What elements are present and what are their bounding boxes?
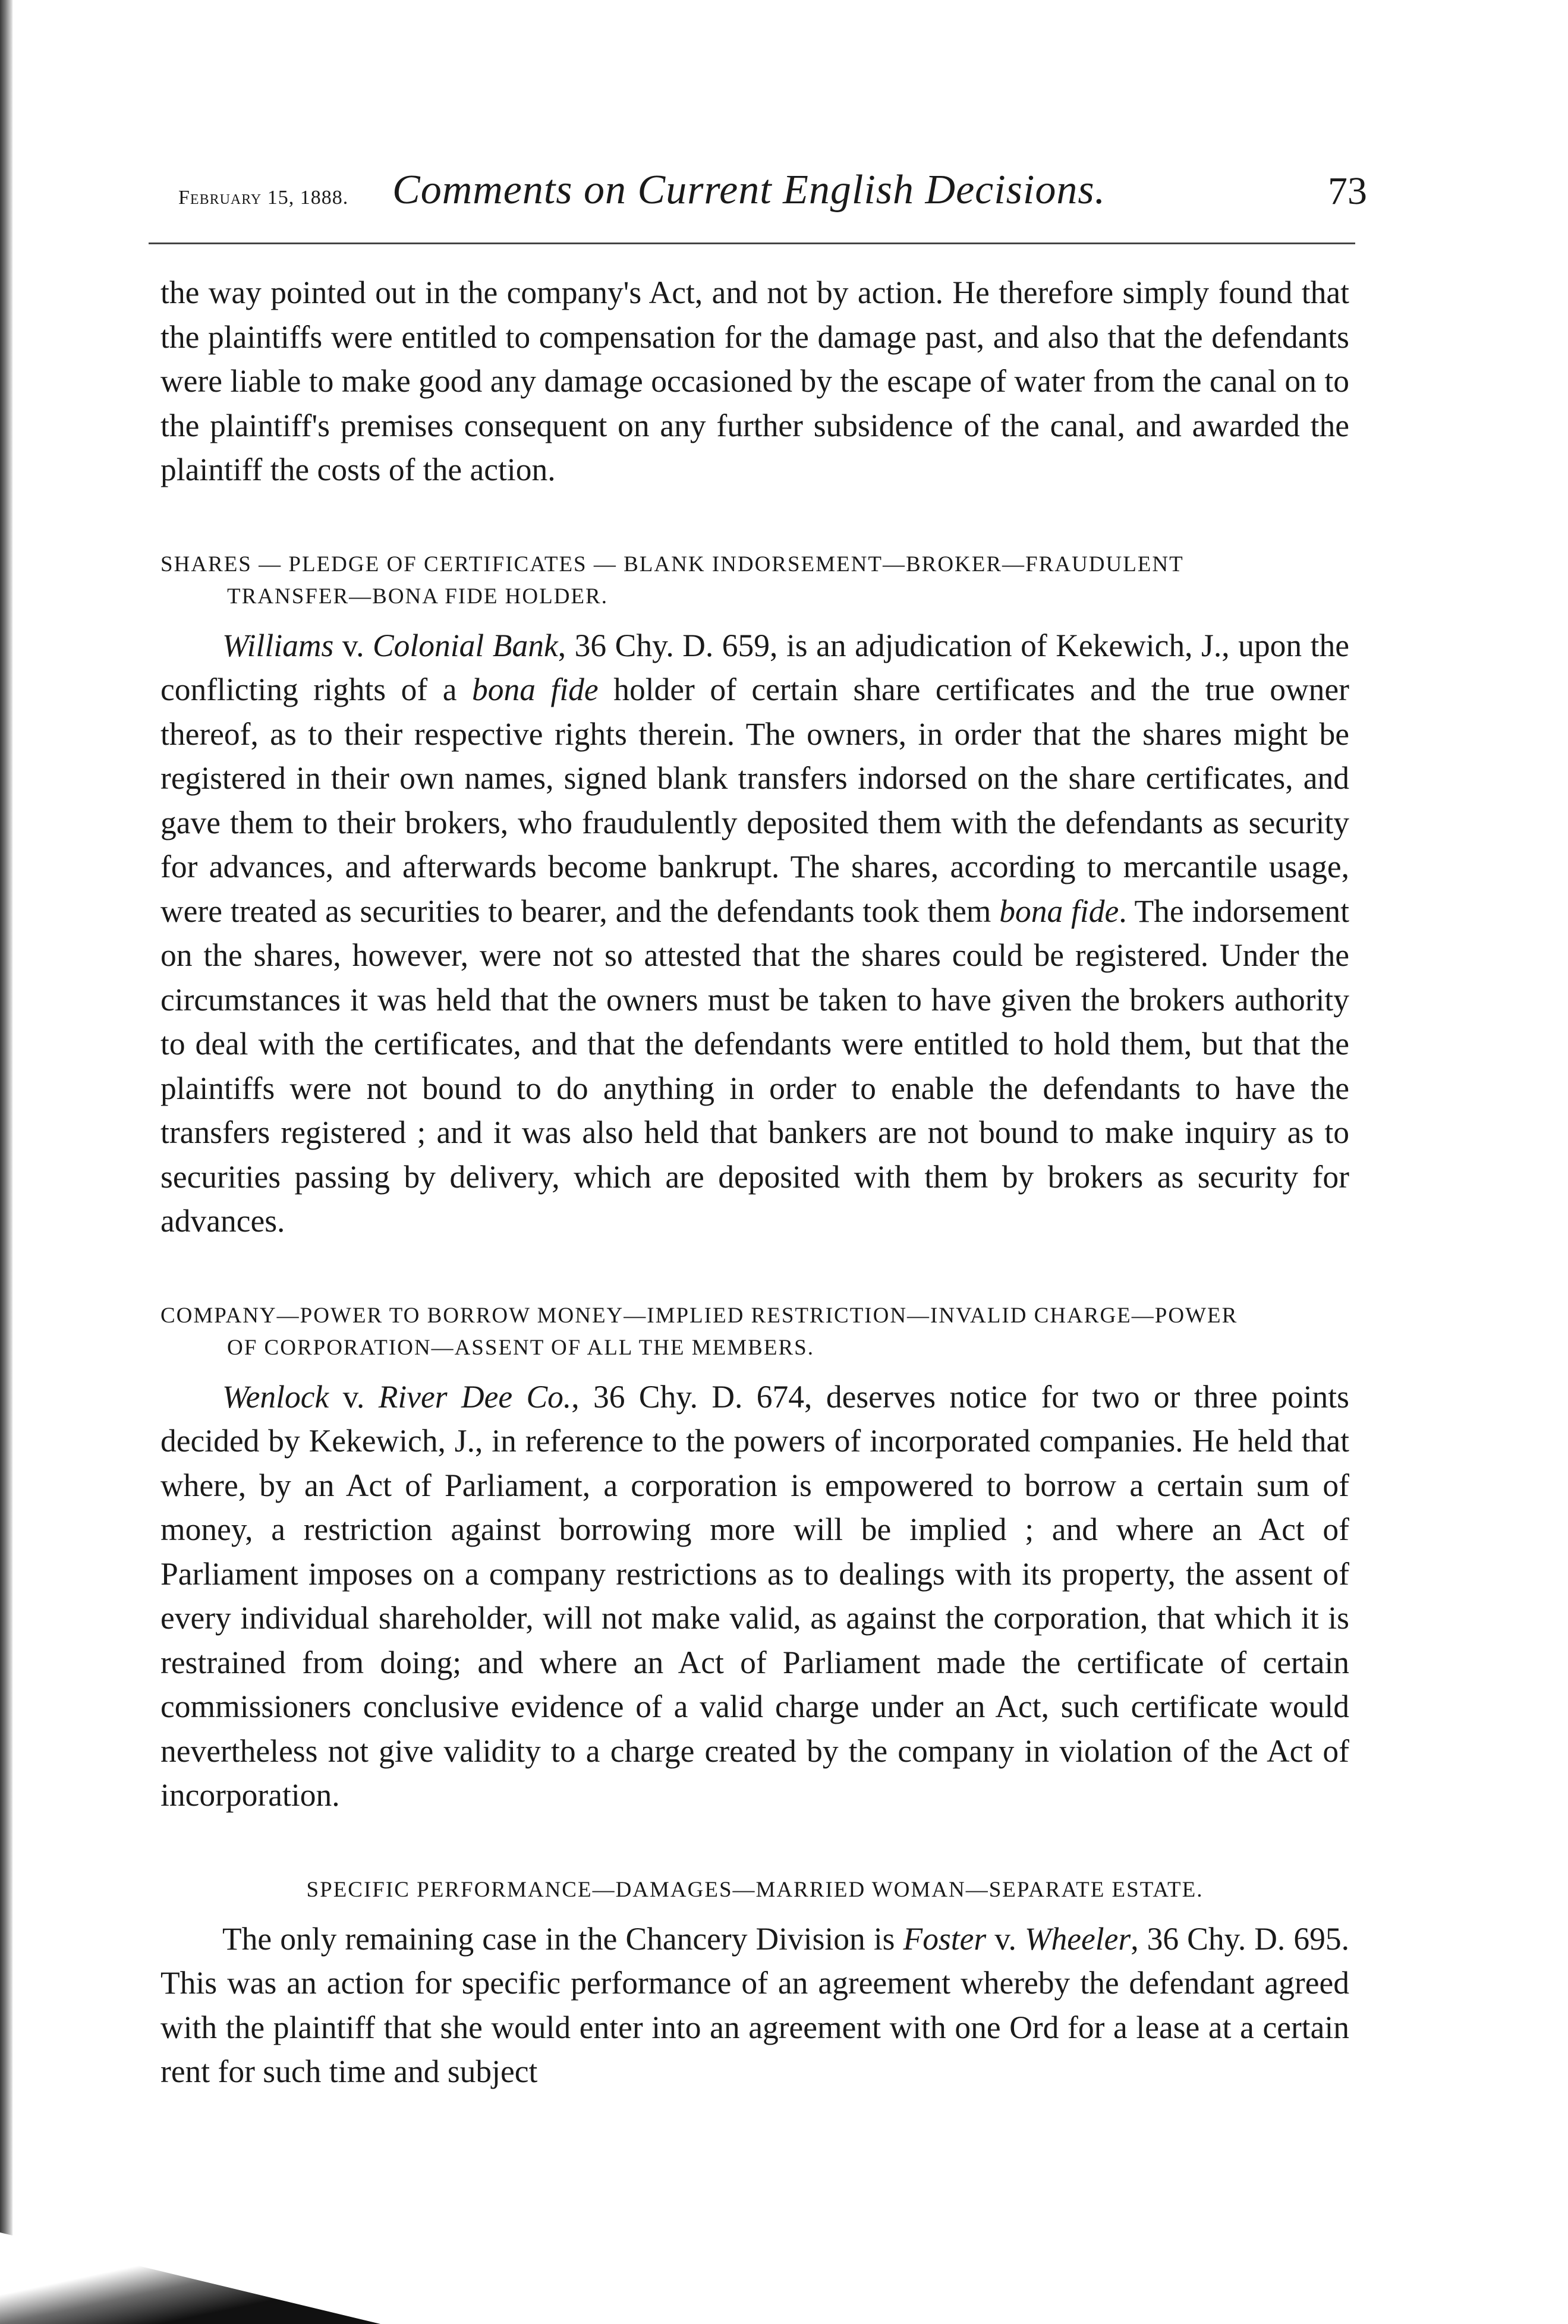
section-heading-line: SHARES — PLEDGE OF CERTIFICATES — BLANK INDORSEMENT—BROKER—FRAUDULENT [160, 552, 1184, 577]
page-body [160, 270, 1349, 2094]
section-heading-line: OF CORPORATION—ASSENT OF ALL THE MEMBERS. [227, 1335, 814, 1360]
case-name: Wenlock [222, 1378, 329, 1415]
header-rule [149, 243, 1355, 244]
header-title: Comments on Current English Decisions. [392, 167, 1106, 213]
header-date: February 15, 1888. [178, 187, 349, 209]
section-heading-line: TRANSFER—BONA FIDE HOLDER. [227, 584, 608, 609]
binding-edge-shadow [0, 0, 13, 2324]
case-name: Colonial Bank [372, 627, 558, 663]
case-name: Williams [222, 627, 334, 663]
paragraph-foster: The only remaining case in the Chancery Division is Foster v. Wheeler, 36 Chy. D. 695. This was an action for specific performance of an agreement whereby the defendant agreed with the plaintiff that she would enter into an agreement with one Ord for a lease at a certain rent for such time and subject [160, 1920, 1349, 2089]
paragraph-wenlock: Wenlock v. River Dee Co., 36 Chy. D. 674, deserves notice for two or three points decided by Kekewich, J., in reference to the powers of incorporated companies. He held that where, by an Act of Parliament, a corporation is empowered to borrow a certain sum of money, a restriction against borrowing more will be implied ; and where an Act of Parliament imposes on a company restrictions as to dealings with its property, the assent of every individual shareholder, will not make valid, as against the corporation, that which it is restrained from doing; and where an Act of Parliament made the certificate of certain commissioners conclusive evidence of a valid charge under an Act, such certificate would nevertheless not give validity to a charge created by the company in violation of the Act of incorporation. [160, 1378, 1349, 1813]
intro-paragraph: the way pointed out in the company's Act, and not by action. He therefore simply found that the plaintiffs were entitled to compensation for the damage past, and also that the defendants were liable to make good any damage occasioned by the escape of water from the canal on to the plaintiff's premises consequent on any further subsidence of the canal, and awarded the plaintiff the costs of the action. [160, 275, 1349, 487]
paragraph-williams: Williams v. Colonial Bank, 36 Chy. D. 659, is an adjudication of Kekewich, J., upon the conflicting rights of a bona fide holder of certain share certificates and the true owner thereof, as to their respective rights therein. The owners, in order that the shares might be registered in their own names, signed blank transfers indorsed on the share certificates, and gave them to their brokers, who fraudulently deposited them with the defendants as security for advances, and afterwards become bankrupt. The shares, according to mercantile usage, were treated as securities to bearer, and the defendants took them bona fide. The indorsement on the shares, however, were not so attested that the shares could be registered. Under the circumstances it was held that the owners must be taken to have given the brokers authority to deal with the certificates, and that the defendants were entitled to hold them, but that the plaintiffs were not bound to do anything in order to enable the defendants to have the transfers registered ; and it was also held that bankers are not bound to make inquiry as to securities passing by delivery, which are deposited with them by brokers as security for advances. [160, 627, 1349, 1239]
page-number: 73 [1328, 169, 1367, 213]
case-name: Wheeler [1024, 1920, 1131, 1957]
running-header [178, 166, 1367, 232]
section-heading-shares [160, 549, 1349, 613]
case-name: River Dee Co. [378, 1378, 572, 1415]
section-heading-line: COMPANY—POWER TO BORROW MONEY—IMPLIED RESTRICTION—INVALID CHARGE—POWER [160, 1303, 1238, 1328]
section-heading-company [160, 1300, 1349, 1364]
case-name: Foster [903, 1920, 987, 1957]
section-heading-specific-performance: SPECIFIC PERFORMANCE—DAMAGES—MARRIED WOMAN—SEPARATE ESTATE. [306, 1877, 1204, 1902]
page-corner-shadow [0, 2193, 380, 2324]
